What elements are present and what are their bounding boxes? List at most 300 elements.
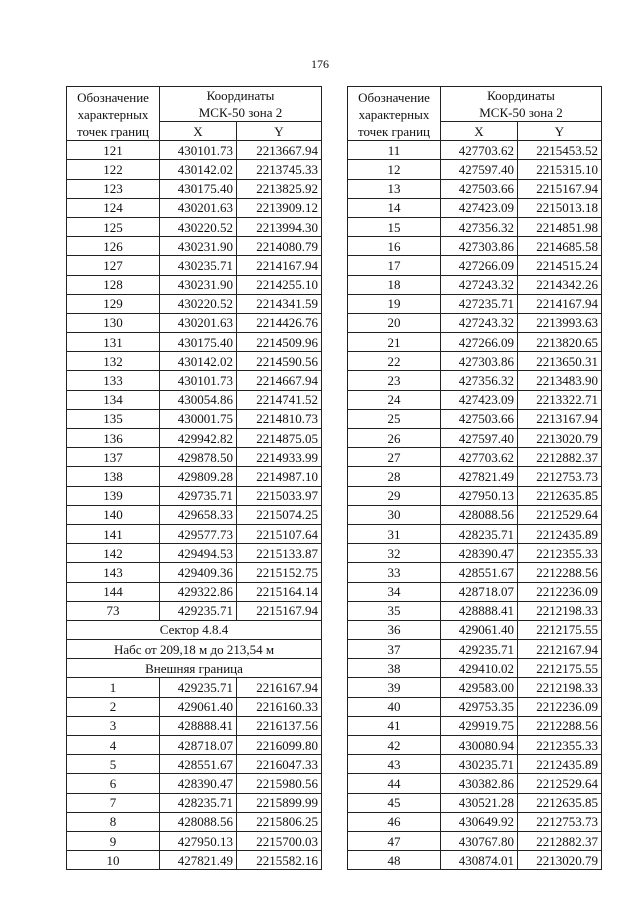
point-number-cell: 19 bbox=[348, 294, 441, 313]
x-coordinate-cell: 430220.52 bbox=[160, 217, 237, 236]
point-number-cell: 32 bbox=[348, 544, 441, 563]
table-row bbox=[348, 179, 602, 198]
y-coordinate-cell: 2212288.56 bbox=[518, 563, 602, 582]
x-header: X bbox=[441, 122, 518, 141]
table-row bbox=[348, 448, 602, 467]
table-row bbox=[67, 198, 322, 217]
x-coordinate-cell: 430874.01 bbox=[441, 851, 518, 870]
point-number-cell: 8 bbox=[67, 812, 160, 831]
coordinates-header bbox=[441, 87, 602, 122]
table-row bbox=[348, 524, 602, 543]
point-number-cell: 125 bbox=[67, 217, 160, 236]
point-number-cell: 25 bbox=[348, 409, 441, 428]
table-row bbox=[67, 390, 322, 409]
sector-title: Сектор 4.8.4 bbox=[67, 620, 322, 639]
table-row bbox=[348, 371, 602, 390]
table-row bbox=[67, 678, 322, 697]
y-coordinate-cell: 2215980.56 bbox=[237, 774, 322, 793]
table-row bbox=[348, 582, 602, 601]
y-coordinate-cell: 2212882.37 bbox=[518, 448, 602, 467]
point-number-cell: 6 bbox=[67, 774, 160, 793]
y-coordinate-cell: 2215167.94 bbox=[237, 601, 322, 620]
table-row bbox=[348, 812, 602, 831]
x-coordinate-cell: 427266.09 bbox=[441, 256, 518, 275]
y-coordinate-cell: 2212198.33 bbox=[518, 678, 602, 697]
y-coordinate-cell: 2213993.63 bbox=[518, 313, 602, 332]
point-number-cell: 24 bbox=[348, 390, 441, 409]
point-number-cell: 126 bbox=[67, 237, 160, 256]
point-number-cell: 10 bbox=[67, 851, 160, 870]
y-coordinate-cell: 2212198.33 bbox=[518, 601, 602, 620]
x-coordinate-cell: 430201.63 bbox=[160, 198, 237, 217]
y-coordinate-cell: 2215167.94 bbox=[518, 179, 602, 198]
point-number-cell: 18 bbox=[348, 275, 441, 294]
table-row bbox=[348, 697, 602, 716]
y-coordinate-cell: 2214987.10 bbox=[237, 467, 322, 486]
x-coordinate-cell: 429878.50 bbox=[160, 448, 237, 467]
x-coordinate-cell: 428235.71 bbox=[160, 793, 237, 812]
y-coordinate-cell: 2213820.65 bbox=[518, 333, 602, 352]
x-coordinate-cell: 427243.32 bbox=[441, 275, 518, 294]
x-coordinate-cell: 427303.86 bbox=[441, 237, 518, 256]
y-coordinate-cell: 2215013.18 bbox=[518, 198, 602, 217]
table-row bbox=[67, 831, 322, 850]
y-coordinate-cell: 2215074.25 bbox=[237, 505, 322, 524]
y-coordinate-cell: 2216099.80 bbox=[237, 736, 322, 755]
table-row bbox=[67, 217, 322, 236]
x-coordinate-cell: 430521.28 bbox=[441, 793, 518, 812]
x-coordinate-cell: 428235.71 bbox=[441, 524, 518, 543]
point-number-cell: 130 bbox=[67, 313, 160, 332]
x-coordinate-cell: 430101.73 bbox=[160, 371, 237, 390]
table-row bbox=[348, 544, 602, 563]
header-line: точек границ bbox=[76, 124, 150, 139]
table-row bbox=[348, 141, 602, 160]
x-coordinate-cell: 430054.86 bbox=[160, 390, 237, 409]
y-coordinate-cell: 2216167.94 bbox=[237, 678, 322, 697]
table-row bbox=[67, 352, 322, 371]
table-row bbox=[348, 678, 602, 697]
table-row bbox=[348, 467, 602, 486]
point-number-cell: 3 bbox=[67, 716, 160, 735]
point-number-cell: 44 bbox=[348, 774, 441, 793]
y-coordinate-cell: 2213825.92 bbox=[237, 179, 322, 198]
x-coordinate-cell: 428390.47 bbox=[441, 544, 518, 563]
x-coordinate-cell: 428888.41 bbox=[160, 716, 237, 735]
table-row bbox=[348, 160, 602, 179]
point-number-cell: 22 bbox=[348, 352, 441, 371]
table-row bbox=[348, 198, 602, 217]
point-number-cell: 39 bbox=[348, 678, 441, 697]
y-coordinate-cell: 2213745.33 bbox=[237, 160, 322, 179]
y-coordinate-cell: 2216160.33 bbox=[237, 697, 322, 716]
point-number-cell: 140 bbox=[67, 505, 160, 524]
point-number-cell: 1 bbox=[67, 678, 160, 697]
y-coordinate-cell: 2213020.79 bbox=[518, 851, 602, 870]
y-coordinate-cell: 2212175.55 bbox=[518, 620, 602, 639]
coordinates-table-left bbox=[66, 86, 322, 870]
point-number-cell: 137 bbox=[67, 448, 160, 467]
table-row bbox=[67, 448, 322, 467]
x-coordinate-cell: 429235.71 bbox=[160, 601, 237, 620]
x-coordinate-cell: 430649.92 bbox=[441, 812, 518, 831]
coordinates-table-right bbox=[347, 86, 602, 870]
x-coordinate-cell: 427423.09 bbox=[441, 198, 518, 217]
x-coordinate-cell: 427423.09 bbox=[441, 390, 518, 409]
table-row bbox=[67, 429, 322, 448]
y-coordinate-cell: 2216137.56 bbox=[237, 716, 322, 735]
point-number-cell: 20 bbox=[348, 313, 441, 332]
y-coordinate-cell: 2216047.33 bbox=[237, 755, 322, 774]
y-coordinate-cell: 2214167.94 bbox=[518, 294, 602, 313]
y-coordinate-cell: 2214685.58 bbox=[518, 237, 602, 256]
x-coordinate-cell: 429809.28 bbox=[160, 467, 237, 486]
point-number-cell: 2 bbox=[67, 697, 160, 716]
table-row bbox=[67, 179, 322, 198]
point-number-cell: 136 bbox=[67, 429, 160, 448]
y-coordinate-cell: 2214080.79 bbox=[237, 237, 322, 256]
x-header: X bbox=[160, 122, 237, 141]
y-coordinate-cell: 2214426.76 bbox=[237, 313, 322, 332]
point-name-header bbox=[67, 87, 160, 141]
point-number-cell: 46 bbox=[348, 812, 441, 831]
x-coordinate-cell: 430231.90 bbox=[160, 275, 237, 294]
point-number-cell: 138 bbox=[67, 467, 160, 486]
point-number-cell: 43 bbox=[348, 755, 441, 774]
y-coordinate-cell: 2214933.99 bbox=[237, 448, 322, 467]
table-row bbox=[67, 313, 322, 332]
x-coordinate-cell: 430175.40 bbox=[160, 179, 237, 198]
x-coordinate-cell: 427503.66 bbox=[441, 179, 518, 198]
y-coordinate-cell: 2212635.85 bbox=[518, 793, 602, 812]
point-number-cell: 47 bbox=[348, 831, 441, 850]
y-coordinate-cell: 2213909.12 bbox=[237, 198, 322, 217]
x-coordinate-cell: 430080.94 bbox=[441, 736, 518, 755]
point-number-cell: 124 bbox=[67, 198, 160, 217]
point-number-cell: 35 bbox=[348, 601, 441, 620]
point-number-cell: 121 bbox=[67, 141, 160, 160]
x-coordinate-cell: 430235.71 bbox=[441, 755, 518, 774]
x-coordinate-cell: 429583.00 bbox=[441, 678, 518, 697]
y-coordinate-cell: 2212167.94 bbox=[518, 640, 602, 659]
table-row bbox=[67, 409, 322, 428]
point-number-cell: 16 bbox=[348, 237, 441, 256]
y-coordinate-cell: 2214810.73 bbox=[237, 409, 322, 428]
y-coordinate-cell: 2215133.87 bbox=[237, 544, 322, 563]
x-coordinate-cell: 429577.73 bbox=[160, 524, 237, 543]
table-row bbox=[348, 640, 602, 659]
x-coordinate-cell: 430235.71 bbox=[160, 256, 237, 275]
point-number-cell: 132 bbox=[67, 352, 160, 371]
point-number-cell: 37 bbox=[348, 640, 441, 659]
table-row bbox=[348, 659, 602, 678]
x-coordinate-cell: 430175.40 bbox=[160, 333, 237, 352]
x-coordinate-cell: 428390.47 bbox=[160, 774, 237, 793]
point-number-cell: 4 bbox=[67, 736, 160, 755]
y-coordinate-cell: 2213994.30 bbox=[237, 217, 322, 236]
table-row bbox=[67, 467, 322, 486]
y-coordinate-cell: 2215033.97 bbox=[237, 486, 322, 505]
table-row bbox=[348, 601, 602, 620]
point-number-cell: 21 bbox=[348, 333, 441, 352]
point-number-cell: 143 bbox=[67, 563, 160, 582]
point-number-cell: 9 bbox=[67, 831, 160, 850]
y-coordinate-cell: 2215700.03 bbox=[237, 831, 322, 850]
point-number-cell: 38 bbox=[348, 659, 441, 678]
point-number-cell: 27 bbox=[348, 448, 441, 467]
x-coordinate-cell: 430001.75 bbox=[160, 409, 237, 428]
x-coordinate-cell: 429322.86 bbox=[160, 582, 237, 601]
x-coordinate-cell: 427597.40 bbox=[441, 429, 518, 448]
point-number-cell: 33 bbox=[348, 563, 441, 582]
y-coordinate-cell: 2212236.09 bbox=[518, 582, 602, 601]
table-row bbox=[348, 736, 602, 755]
point-number-cell: 13 bbox=[348, 179, 441, 198]
x-coordinate-cell: 427356.32 bbox=[441, 217, 518, 236]
table-row bbox=[348, 620, 602, 639]
y-coordinate-cell: 2213167.94 bbox=[518, 409, 602, 428]
table-row bbox=[348, 390, 602, 409]
table-row bbox=[67, 812, 322, 831]
y-coordinate-cell: 2213020.79 bbox=[518, 429, 602, 448]
table-row bbox=[348, 563, 602, 582]
table-row bbox=[348, 486, 602, 505]
table-row bbox=[348, 275, 602, 294]
y-coordinate-cell: 2212435.89 bbox=[518, 755, 602, 774]
y-coordinate-cell: 2215806.25 bbox=[237, 812, 322, 831]
point-name-header bbox=[348, 87, 441, 141]
header-line: МСК-50 зона 2 bbox=[479, 105, 563, 120]
table-row bbox=[348, 429, 602, 448]
y-header: Y bbox=[237, 122, 322, 141]
table-row bbox=[67, 294, 322, 313]
point-number-cell: 45 bbox=[348, 793, 441, 812]
x-coordinate-cell: 427503.66 bbox=[441, 409, 518, 428]
x-coordinate-cell: 429735.71 bbox=[160, 486, 237, 505]
table-row bbox=[348, 793, 602, 812]
point-number-cell: 135 bbox=[67, 409, 160, 428]
x-coordinate-cell: 428551.67 bbox=[441, 563, 518, 582]
x-coordinate-cell: 427243.32 bbox=[441, 313, 518, 332]
header-line: Обозначение bbox=[77, 90, 149, 105]
y-coordinate-cell: 2214851.98 bbox=[518, 217, 602, 236]
y-coordinate-cell: 2212753.73 bbox=[518, 812, 602, 831]
table-row bbox=[67, 851, 322, 870]
x-coordinate-cell: 429061.40 bbox=[441, 620, 518, 639]
point-number-cell: 15 bbox=[348, 217, 441, 236]
y-coordinate-cell: 2215315.10 bbox=[518, 160, 602, 179]
y-coordinate-cell: 2212635.85 bbox=[518, 486, 602, 505]
table-row bbox=[348, 505, 602, 524]
table-row bbox=[67, 736, 322, 755]
table-row bbox=[348, 831, 602, 850]
table-row bbox=[67, 620, 322, 639]
point-number-cell: 28 bbox=[348, 467, 441, 486]
y-coordinate-cell: 2214342.26 bbox=[518, 275, 602, 294]
y-coordinate-cell: 2215582.16 bbox=[237, 851, 322, 870]
table-row bbox=[348, 313, 602, 332]
point-number-cell: 7 bbox=[67, 793, 160, 812]
y-coordinate-cell: 2212355.33 bbox=[518, 544, 602, 563]
x-coordinate-cell: 429658.33 bbox=[160, 505, 237, 524]
y-coordinate-cell: 2212753.73 bbox=[518, 467, 602, 486]
y-coordinate-cell: 2215107.64 bbox=[237, 524, 322, 543]
x-coordinate-cell: 429919.75 bbox=[441, 716, 518, 735]
x-coordinate-cell: 430142.02 bbox=[160, 352, 237, 371]
y-coordinate-cell: 2212882.37 bbox=[518, 831, 602, 850]
table-row bbox=[67, 716, 322, 735]
point-number-cell: 17 bbox=[348, 256, 441, 275]
x-coordinate-cell: 428551.67 bbox=[160, 755, 237, 774]
point-number-cell: 122 bbox=[67, 160, 160, 179]
point-number-cell: 144 bbox=[67, 582, 160, 601]
table-row bbox=[348, 716, 602, 735]
table-row bbox=[67, 640, 322, 659]
y-coordinate-cell: 2214875.05 bbox=[237, 429, 322, 448]
header-line: характерных bbox=[358, 107, 430, 122]
y-header: Y bbox=[518, 122, 602, 141]
table-row bbox=[348, 294, 602, 313]
point-number-cell: 127 bbox=[67, 256, 160, 275]
sector-height: Набс от 209,18 м до 213,54 м bbox=[67, 640, 322, 659]
x-coordinate-cell: 427356.32 bbox=[441, 371, 518, 390]
x-coordinate-cell: 429061.40 bbox=[160, 697, 237, 716]
point-number-cell: 29 bbox=[348, 486, 441, 505]
table-row bbox=[67, 544, 322, 563]
x-coordinate-cell: 430767.80 bbox=[441, 831, 518, 850]
x-coordinate-cell: 427821.49 bbox=[160, 851, 237, 870]
point-number-cell: 48 bbox=[348, 851, 441, 870]
point-number-cell: 23 bbox=[348, 371, 441, 390]
table-row bbox=[67, 333, 322, 352]
table-row bbox=[67, 256, 322, 275]
x-coordinate-cell: 427950.13 bbox=[441, 486, 518, 505]
header-line: Обозначение bbox=[358, 90, 430, 105]
y-coordinate-cell: 2212236.09 bbox=[518, 697, 602, 716]
x-coordinate-cell: 427703.62 bbox=[441, 141, 518, 160]
y-coordinate-cell: 2213667.94 bbox=[237, 141, 322, 160]
y-coordinate-cell: 2214167.94 bbox=[237, 256, 322, 275]
table-row bbox=[67, 582, 322, 601]
y-coordinate-cell: 2212175.55 bbox=[518, 659, 602, 678]
x-coordinate-cell: 430142.02 bbox=[160, 160, 237, 179]
x-coordinate-cell: 429942.82 bbox=[160, 429, 237, 448]
point-number-cell: 139 bbox=[67, 486, 160, 505]
x-coordinate-cell: 428088.56 bbox=[160, 812, 237, 831]
x-coordinate-cell: 430231.90 bbox=[160, 237, 237, 256]
point-number-cell: 41 bbox=[348, 716, 441, 735]
x-coordinate-cell: 428718.07 bbox=[441, 582, 518, 601]
point-number-cell: 31 bbox=[348, 524, 441, 543]
y-coordinate-cell: 2213650.31 bbox=[518, 352, 602, 371]
point-number-cell: 129 bbox=[67, 294, 160, 313]
table-row bbox=[348, 755, 602, 774]
x-coordinate-cell: 427703.62 bbox=[441, 448, 518, 467]
x-coordinate-cell: 428718.07 bbox=[160, 736, 237, 755]
table-row bbox=[348, 217, 602, 236]
table-row bbox=[67, 160, 322, 179]
point-number-cell: 26 bbox=[348, 429, 441, 448]
x-coordinate-cell: 429410.02 bbox=[441, 659, 518, 678]
y-coordinate-cell: 2212435.89 bbox=[518, 524, 602, 543]
x-coordinate-cell: 430220.52 bbox=[160, 294, 237, 313]
point-number-cell: 142 bbox=[67, 544, 160, 563]
table-row bbox=[67, 486, 322, 505]
x-coordinate-cell: 430201.63 bbox=[160, 313, 237, 332]
table-row bbox=[67, 275, 322, 294]
point-number-cell: 30 bbox=[348, 505, 441, 524]
point-number-cell: 12 bbox=[348, 160, 441, 179]
y-coordinate-cell: 2212529.64 bbox=[518, 505, 602, 524]
y-coordinate-cell: 2215453.52 bbox=[518, 141, 602, 160]
header-line: характерных bbox=[77, 107, 149, 122]
table-row bbox=[67, 755, 322, 774]
header-line: Координаты bbox=[206, 88, 275, 103]
x-coordinate-cell: 429235.71 bbox=[160, 678, 237, 697]
table-row bbox=[67, 524, 322, 543]
header-line: Координаты bbox=[487, 88, 555, 103]
x-coordinate-cell: 430101.73 bbox=[160, 141, 237, 160]
point-number-cell: 34 bbox=[348, 582, 441, 601]
x-coordinate-cell: 427303.86 bbox=[441, 352, 518, 371]
point-number-cell: 141 bbox=[67, 524, 160, 543]
y-coordinate-cell: 2212288.56 bbox=[518, 716, 602, 735]
table-row bbox=[348, 256, 602, 275]
table-row bbox=[348, 774, 602, 793]
table-row bbox=[67, 697, 322, 716]
table-row bbox=[348, 237, 602, 256]
y-coordinate-cell: 2215899.99 bbox=[237, 793, 322, 812]
page-number: 176 bbox=[311, 57, 329, 71]
point-number-cell: 123 bbox=[67, 179, 160, 198]
header-line: МСК-50 зона 2 bbox=[198, 105, 283, 120]
table-row bbox=[67, 793, 322, 812]
table-row bbox=[348, 352, 602, 371]
table-row bbox=[348, 409, 602, 428]
point-number-cell: 128 bbox=[67, 275, 160, 294]
y-coordinate-cell: 2215164.14 bbox=[237, 582, 322, 601]
table-row bbox=[67, 371, 322, 390]
point-number-cell: 42 bbox=[348, 736, 441, 755]
table-row bbox=[67, 141, 322, 160]
y-coordinate-cell: 2214255.10 bbox=[237, 275, 322, 294]
point-number-cell: 36 bbox=[348, 620, 441, 639]
table-row bbox=[348, 333, 602, 352]
header-line: точек границ bbox=[357, 124, 431, 139]
y-coordinate-cell: 2214667.94 bbox=[237, 371, 322, 390]
x-coordinate-cell: 428088.56 bbox=[441, 505, 518, 524]
table-row bbox=[67, 601, 322, 620]
point-number-cell: 40 bbox=[348, 697, 441, 716]
y-coordinate-cell: 2214741.52 bbox=[237, 390, 322, 409]
y-coordinate-cell: 2213322.71 bbox=[518, 390, 602, 409]
point-number-cell: 73 bbox=[67, 601, 160, 620]
boundary-label: Внешняя граница bbox=[67, 659, 322, 678]
x-coordinate-cell: 427950.13 bbox=[160, 831, 237, 850]
point-number-cell: 14 bbox=[348, 198, 441, 217]
y-coordinate-cell: 2214509.96 bbox=[237, 333, 322, 352]
x-coordinate-cell: 427235.71 bbox=[441, 294, 518, 313]
point-number-cell: 133 bbox=[67, 371, 160, 390]
coordinates-header bbox=[160, 87, 322, 122]
x-coordinate-cell: 429753.35 bbox=[441, 697, 518, 716]
x-coordinate-cell: 427597.40 bbox=[441, 160, 518, 179]
y-coordinate-cell: 2214341.59 bbox=[237, 294, 322, 313]
point-number-cell: 11 bbox=[348, 141, 441, 160]
table-row bbox=[67, 659, 322, 678]
x-coordinate-cell: 429494.53 bbox=[160, 544, 237, 563]
point-number-cell: 131 bbox=[67, 333, 160, 352]
